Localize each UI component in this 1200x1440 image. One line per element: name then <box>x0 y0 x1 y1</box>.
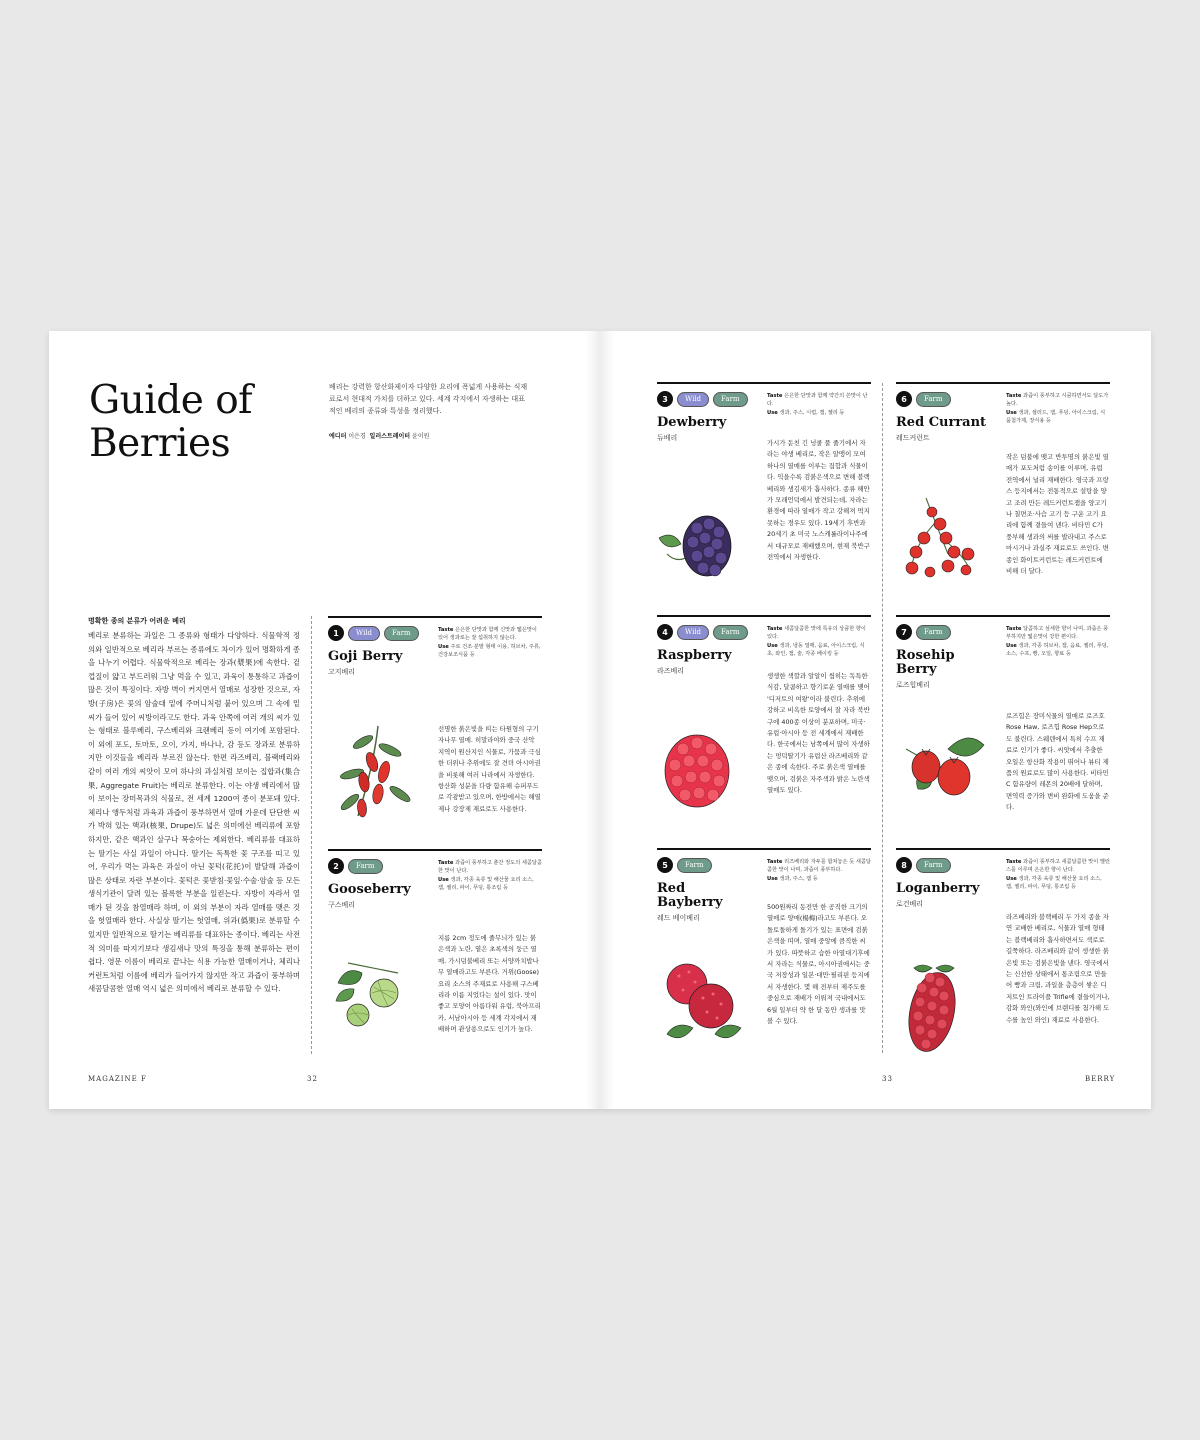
taste-use-info: Taste 리즈베리와 자두를 합쳐놓은 듯 새콤달콤한 맛이 나며, 과즙이 풍부하다. Use 생과, 주스, 잼 등 <box>767 859 871 882</box>
berry-description: 로즈힙은 장미식물의 열매로 로즈호 Rose Haw, 로즈힙 Rose Hep으로도 불린다. 스웨덴에서 특히 수프 재료로 인기가 좋다. 씨앗에서 추출한 오일은 항산화 작용이 뛰어나 뷰티 제품의 원료로도 많이 사용한다. 비타민 C 함유량이 레몬의 20배에 달하며, 면역력 증가와 변비 완화에 도움을 준다. <box>1006 712 1109 812</box>
berry-korean-name: 로즈힙베리 <box>896 681 930 689</box>
berry-korean-name: 구스베리 <box>328 901 356 909</box>
left-page <box>49 331 600 1109</box>
wild-badge: Wild <box>348 626 380 641</box>
berry-name: Red Currant <box>896 415 987 430</box>
taste-use-info: Taste 과즙이 풍부하고 춘잔 정도의 새콤달콤한 맛이 난다. Use 생과, 각종 육류 및 해산물 요리 소스, 잼, 젤리, 파이, 푸딩, 통조림 등 <box>438 860 542 892</box>
dewberry-illustration <box>657 498 752 598</box>
berry-description: 가시가 돋친 긴 넝쿨 풀 줄기에서 자라는 야생 베리로, 작은 알맹이 모여 하나의 열매를 이루는 집합과 식물이다. 익을수록 검붉은색으로 변해 블랙베리와 생김새가 흡사하다. 종류 해안가 모래언덕에서 발견되는데, 자라는 환경에 따라 열매가 작고 강해져 먹지 못하는 경우도 있다. 19세기 후반과 20세기 초 미국 노스캐롤라이나주에서 대규모로 재배했으며, 현재 북반구 전역에서 자생한다. <box>767 439 870 562</box>
berry-korean-name: 레드 베이베리 <box>657 914 700 922</box>
loganberry-illustration <box>896 960 991 1060</box>
berry-name: Gooseberry <box>328 882 411 897</box>
card-number: 7 <box>896 624 912 640</box>
berry-name: Goji Berry <box>328 649 403 664</box>
page-number: 32 <box>307 1075 318 1083</box>
taste-use-info: Taste 은은한 단맛과 함께 신맛과 떫은맛이 있어 생과로는 잘 섭취하지 않는다. Use 주로 건조·분말 형태 이용, 허브차, 주류, 건강보조식품 등 <box>438 627 541 659</box>
berry-name: Raspberry <box>657 648 732 663</box>
berry-card-loganberry <box>896 848 1110 1068</box>
berry-card-goji <box>328 616 542 846</box>
berry-name: Rosehip Berry <box>896 648 955 677</box>
berry-korean-name: 고지베리 <box>328 668 356 676</box>
berry-card-rosehip <box>896 615 1110 845</box>
gooseberry-illustration <box>328 953 423 1053</box>
title-line-1: Guide of <box>89 378 253 423</box>
goji-berry-illustration <box>328 724 423 824</box>
column-divider <box>311 616 312 1054</box>
berry-korean-name: 라즈베리 <box>657 667 685 675</box>
farm-badge: Farm <box>713 392 748 407</box>
farm-badge: Farm <box>677 858 712 873</box>
berry-card-red-bayberry <box>657 848 871 1068</box>
berry-card-dewberry <box>657 382 871 614</box>
card-number: 3 <box>657 391 673 407</box>
right-page <box>600 331 1151 1109</box>
berry-name: Loganberry <box>896 881 980 896</box>
berry-description: 생생한 색깔과 알알이 씹히는 독특한 식감, 달콤하고 향기로운 열매를 맺어 '디저트의 여왕'이라 불린다. 추위에 강하고 비옥한 토양에서 잘 자라 북반구에 400종 이상이 분포하며, 미국·유럽·아시아 등 전 세계에서 재배한다. 한국에서는 남쪽에서 많이 자생하는 멍덕딸기가 유럽산 라즈베리와 같은 종에 속한다. 주로 붉은색 열매를 맺으며, 검붉은 자주색과 밝은 노란색 열매도 있다. <box>767 672 870 795</box>
farm-badge: Farm <box>348 859 383 874</box>
card-number: 1 <box>328 625 344 641</box>
farm-badge: Farm <box>916 858 951 873</box>
raspberry-illustration <box>657 723 752 823</box>
article-column <box>88 615 300 996</box>
rosehip-illustration <box>896 719 991 819</box>
intro-text: 베리는 강력한 항산화제이자 다양한 요리에 폭넓게 사용하는 식재료로서 현대적 가치를 더하고 있다. 세계 각지에서 자생하는 대표적인 베리의 종류와 특성을 정리했다. <box>329 383 528 415</box>
berry-card-red-currant <box>896 382 1110 614</box>
red-currant-illustration <box>896 494 991 594</box>
berry-korean-name: 로건베리 <box>896 900 924 908</box>
page-number: 33 <box>882 1075 893 1083</box>
magazine-spread <box>49 331 1151 1109</box>
farm-badge: Farm <box>916 392 951 407</box>
farm-badge: Farm <box>713 625 748 640</box>
column-divider <box>882 383 883 1053</box>
card-number: 6 <box>896 391 912 407</box>
berry-korean-name: 레드커런트 <box>896 434 930 442</box>
berry-description: 500원짜리 동전만 한 공직한 크기의 열매로 양매(楊梅)라고도 부른다. 오돌토돌하게 돌기가 있는 표면에 검붉은색을 띠며, 열매 중앙에 큼직한 씨가 있다. 따뜻하고 습한 아열대기후에서 자라는 식물로, 아시아권에서는 중국 저장성과 일본·대만·필리핀 등지에서 자생한다. 몇 해 전부터 제주도를 중심으로 재배가 이뤄져 국내에서도 6월 일부터 약 한 달 동안 생과를 맛볼 수 있다. <box>767 903 870 1026</box>
card-number: 2 <box>328 858 344 874</box>
taste-use-info: Taste 새콤달콤한 맛에 특유의 상큼한 향이 있다. Use 생과, 냉동 열매, 음료, 아이스크림, 식초, 와인, 잼, 술, 각종 베이킹 등 <box>767 626 866 658</box>
page-title <box>89 379 252 465</box>
berry-korean-name: 듀베리 <box>657 434 678 442</box>
taste-use-info: Taste 과즙이 풍부하고 시큼하면서도 달도가 높다. Use 생과, 샐러드, 잼, 푸딩, 아이스크림, 식품첨가제, 장식용 등 <box>1006 393 1109 425</box>
berry-card-gooseberry <box>328 849 542 1069</box>
berry-description: 선명한 붉은빛을 띠는 타원형의 구기자나무 열매. 히말라야와 중국 산악 지역이 원산지인 식물로, 가뭄과 극심한 더위나 추위에도 잘 견뎌 아시아권을 비롯해 여러 나라에서 자생한다. 항산화 성분을 다량 함유해 슈퍼푸드로 각광받고 있으며, 한방에서는 해열제나 강장제 재료로도 사용한다. <box>438 725 541 813</box>
wild-badge: Wild <box>677 625 709 640</box>
footer-label: BERRY <box>1085 1075 1116 1083</box>
footer-label: MAGAZINE F <box>88 1075 147 1083</box>
red-bayberry-illustration <box>657 954 752 1054</box>
taste-use-info: Taste 은은한 단맛과 함께 약간의 쓴맛이 난다. Use 생과, 주스, 시럽, 잼, 젤리 등 <box>767 393 868 416</box>
card-number: 5 <box>657 857 673 873</box>
card-number: 8 <box>896 857 912 873</box>
farm-badge: Farm <box>384 626 419 641</box>
article-subhead: 명확한 종의 분류가 어려운 베리 <box>88 617 186 625</box>
taste-use-info: Taste 달콤하고 섬세한 향이 나며, 과즙은 풍부하지만 떫은맛이 강한 편이다. Use 생과, 각종 허브차, 잼, 음료, 젤리, 푸딩, 소스, 수프, 빵, 오일, 향료 등 <box>1006 626 1109 658</box>
berry-description: 라즈베리와 블랙베리 두 가지 종을 자연 교배한 베리로, 식물과 열매 형태는 블랙베리와 흡사하면서도 색로로 길쭉하다. 라즈베리와 같이 생생한 붉은빛 또는 검붉은빛을 낸다. 영국에서는 신선한 상태에서 통조림으로 만들어 빵과 크림, 과일을 층층이 쌓은 디저트인 트라이플 Trifle에 곁들이거나, 감화 와인(와인에 브랜디를 첨가해 도수를 높인 와인) 재료로 사용한다. <box>1006 913 1110 1024</box>
berry-name: Dewberry <box>657 415 727 430</box>
card-number: 4 <box>657 624 673 640</box>
berry-card-raspberry <box>657 615 871 845</box>
farm-badge: Farm <box>916 625 951 640</box>
berry-name: Red Bayberry <box>657 881 723 910</box>
berry-description: 작은 덤불에 맺고 반투명의 붉은빛 열매가 포도처럼 송이를 이루며, 유럽 전역에서 널리 재배한다. 영국과 프랑스 등지에서는 전통적으로 설탕을 양고 조려 만든 레드커런트잼을 양고기나 칠면조·사슴 고기 등 구운 고기 요리에 함께 곁들여 낸다. 비타민 C가 풍부해 생과의 써를 발라내고 주스로 마시거나 과실주 재료로도 쓰인다. 변종인 화이트커런트는 레드커런트에 비해 더 달다. <box>1006 453 1109 576</box>
wild-badge: Wild <box>677 392 709 407</box>
berry-description: 지름 2cm 정도에 줄무늬가 있는 붉은색과 노란, 옅은 초록색의 둥근 열매. 가시덤불베리 또는 서양까치밥나무 열매라고도 부른다. 거위(Goose) 요리 소스의 주재료로 사용해 구스베리라 이름 지었다는 설이 있다. 맛이 좋고 모양이 아름다워 유럽, 북아프리카, 서남아시아 등 세계 각지에서 재배하며 관상용으로도 인기가 높다. <box>438 934 541 1034</box>
article-body: 베리로 분류하는 과일은 그 종류와 형태가 다양하다. 식물학적 정의와 일반적으로 베리라 부르는 종류에도 차이가 있어 명확하게 종을 나누기 어렵다. 식물학적으로 베리는 장과(漿果)에 속한다. 겉껍질이 얇고 부드러워 그냥 먹을 수 있고, 과육이 통통하고 과즙이 많은 것이 특징이다. 자방 벽이 커지면서 열매로 성장한 것으로, 자방(子房)은 꽃의 암술대 밑에 주머니처럼 붙어 있으며 그 속에 밑씨가 들어 있어 씨방이라고도 한다. 과육 안쪽에 여러 개의 씨가 있는 형태로 블루베리, 구스베리와 크랜베리 등이 여기에 포함된다. 이 외에 포도, 토마토, 오이, 가지, 바나나, 감 등도 장과로 분류하지만 이것들을 베리라 부르진 않는다. 한편 라즈베리, 블랙베리와 같이 여러 개의 씨앗이 모여 하나의 과실처럼 보이는 집합과(集合果, Aggregate Fruit)는 베리로 분류한다. 이는 야생 베리에서 많이 보이는 장미목과의 식물로, 전 세계 1200여 종이 분포돼 있다. 체리나 앵두처럼 과육과 과즙이 풍부하면서 열매 가운데 단단한 씨가 박혀 있는 핵과(核果, Drupe)도 넓은 의미에선 베리류에 포함하지만, 같은 핵과인 살구나 복숭아는 제외한다. 베리류를 대표하는 딸기는 사실 과일이 아니다. 딸기는 독특한 꽃 구조를 띠고 있어, 우리가 먹는 과육은 과실이 아닌 꽃턱(花托)이 발달해 과즙이 많은 상태로 자란 부분이다. 꽃턱은 꽃받침·꽃잎·수술·암술 등 모든 생식기관이 달려 있는 볼록한 부분을 일컫는다. 자방이 자라서 열매가 된 것을 참열매라 하며, 이 외의 부분이 자라 열매를 맺은 것을 헛열매라 한다. 사실상 딸기는 헛열매, 위과(僞果)로 분류할 수 있지만 일반적으로 딸기는 베리류를 대표하는 종이다. 베리는 사전적 의미를 따지기보다 생김새나 맛의 특징을 통해 분류하는 편이 쉽다. 영문 이름이 베리로 끝나는 식용 가능한 열매이거나, 체리나 커런트처럼 이름에 베리가 들어가지 않지만 작고 과즙이 풍부하며 새콤달콤한 열매 역시 넓은 의미에서 베리로 분류할 수 있다. <box>88 631 300 994</box>
credits: 에디터 이은경 일러스트레이터 윤이원 <box>329 433 430 440</box>
title-line-2: Berries <box>89 421 231 466</box>
taste-use-info: Taste 과즙이 풍부하고 새콤달콤한 맛이 밸런스를 이루며 은은한 향이 난다. Use 생과, 각종 육류 및 해산물 요리 소스, 잼, 젤리, 파이, 푸딩, 통조림 등 <box>1006 859 1110 891</box>
